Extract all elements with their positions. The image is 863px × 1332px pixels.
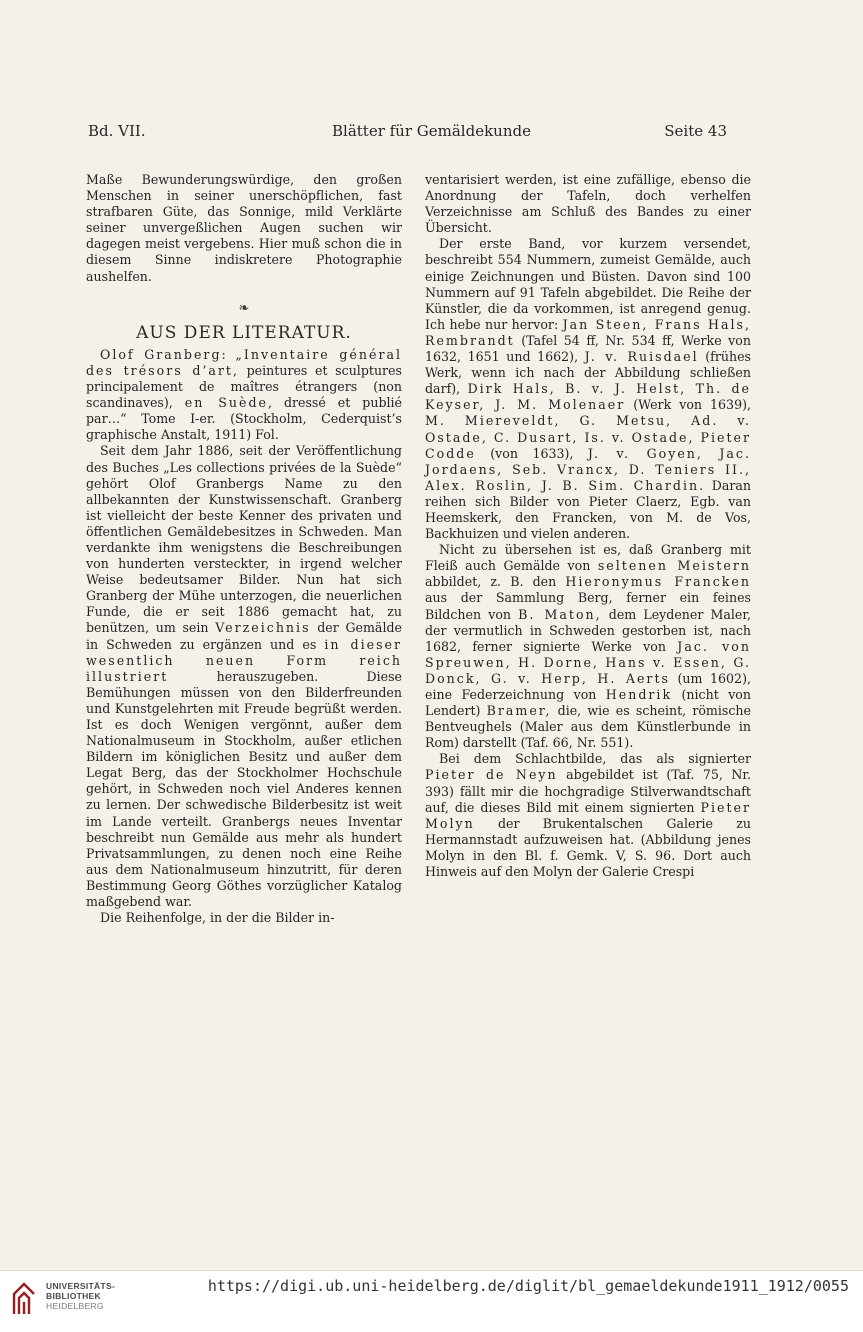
paragraph: Nicht zu übersehen ist es, daß Granberg mit Fleiß auch Gemälde von seltenen Meistern abbildet, z. B. den Hieronymus Francken aus der Sammlung Berg, ferner ein feines Bildchen von B. Maton, dem Leydener Maler, der vermutlich in Schweden gestorben ist, nach 1682, ferner signierte Werke von Jac. von Spreuwen, H. Dorne, Hans v. Essen, G. Donck, G. v. Herp, H. Aerts (um 1602), eine Federzeichnung von Hendrik (nicht von Lendert) Bramer, die, wie es scheint, römische Bentveughels (Maler aus dem Künstlerbunde in Rom) darstellt (Taf. 66, Nr. 551). bbox=[425, 542, 751, 751]
paragraph: Der erste Band, vor kurzem versendet, beschreibt 554 Nummern, zumeist Gemälde, auch einige Zeichnungen und Büsten. Davon sind 100 Nummern auf 91 Tafeln abgebildet. Die Reihe der Künstler, die da vorkommen, ist anregend genug. Ich hebe nur hervor: Jan Steen, Frans Hals, Rembrandt (Tafel 54 ff, Nr. 534 ff, Werke von 1632, 1651 und 1662), J. v. Ruisdael (frühes Werk, wenn ich nach der Abbildung schließen darf), Dirk Hals, B. v. J. Helst, Th. de Keyser, J. M. Molenaer (Werk von 1639), M. Miereveldt, G. Metsu, Ad. v. Ostade, C. Dusart, Is. v. Ostade, Pieter Codde (von 1633), J. v. Goyen, Jac. Jordaens, Seb. Vrancx, D. Teniers II., Alex. Roslin, J. B. Sim. Chardin. Daran reihen sich Bilder von Pieter Claerz, Egb. van Heemskerk, den Francken, von M. de Vos, Backhuizen und vielen anderen. bbox=[425, 236, 751, 542]
book-title: „Inventaire général des trésors d’art, bbox=[86, 346, 403, 378]
left-column bbox=[86, 172, 402, 926]
page-number: Seite 43 bbox=[664, 122, 727, 140]
running-head bbox=[0, 122, 863, 146]
volume-label: Bd. VII. bbox=[88, 122, 146, 140]
section-heading: AUS DER LITERATUR. bbox=[136, 322, 352, 343]
paragraph: Maße Bewunderungswürdige, den großen Menschen in seiner unerschöpflichen, fast strafbaren Güte, das Sonnige, mild Verklärte seiner unvergeßlichen Augen suchen wir dagegen meist vergebens. Hier muß schon die in diesem Sinne indiskretere Photographie aushelfen. bbox=[86, 172, 402, 284]
logo-line: BIBLIOTHEK bbox=[46, 1291, 101, 1301]
paragraph: Seit dem Jahr 1886, seit der Veröffentlichung des Buches „Les collections privées de la Suède“ gehört Olof Granbergs Name zu den allbekannten der Kunstwissenschaft. Granberg ist vielleicht der beste Kenner des privaten und öffentlichen Gemäldebesitzes in Schweden. Man verdankte ihm wenigstens die Beschreibungen von hunderten versteckter, in irgend welcher Weise bedeutsamer Bilder. Nun hat sich Granberg der Mühe unterzogen, die neuerlichen Funde, die er seit 1886 gemacht hat, zu benützen, um sein Verzeichnis der Gemälde in Schweden zu ergänzen und es in dieser wesentlich neuen Form reich illustriert herauszugeben. Diese Bemühungen müssen von den Bilderfreunden und Kunstgelehrten mit Freude begrüßt werden. Ist es doch Wenigen vergönnt, außer dem Nationalmuseum in Stockholm, außer etlichen Bildern im königlichen Besitz und außer dem Legat Berg, das der Stockholmer Hochschule gehört, in Schweden noch viel Anderes kennen zu lernen. Der schwedische Bilderbesitz ist weit im Lande verteilt. Granbergs neues Inventar beschreibt nun Gemälde aus mehr als hundert Privatsammlungen, zu denen noch eine Reihe aus dem Nationalmuseum hinzutritt, für deren Bestimmung Georg Göthes vorzüglicher Katalog maßgebend war. bbox=[86, 443, 403, 910]
right-column bbox=[425, 172, 751, 880]
university-library-logo-icon[interactable] bbox=[10, 1280, 38, 1318]
logo-line: UNIVERSITÄTS- bbox=[46, 1281, 116, 1291]
logo-line: HEIDELBERG bbox=[46, 1301, 104, 1311]
permalink-url[interactable]: https://digi.ub.uni-heidelberg.de/diglit/bl_gemaeldekunde1911_1912/0055 bbox=[207, 1277, 849, 1295]
author-name: Olof Granberg: bbox=[100, 346, 228, 362]
bibliographic-entry: Olof Granberg: „Inventaire général des trésors d’art, peintures et sculptures principalement de maîtres étrangers (non scandinaves), en Suède, dressé et publié par…“ Tome I-er. (Stockholm, Cederquist’s graphische Anstalt, 1911) Fol. bbox=[86, 346, 403, 443]
journal-title: Blätter für Gemäldekunde bbox=[332, 122, 531, 140]
paragraph: Bei dem Schlachtbilde, das als signierter Pieter de Neyn abgebildet ist (Taf. 75, Nr. 393) fällt mir die hochgradige Stilverwandtschaft auf, die dieses Bild mit einem signierten Pieter Molyn der Brukentalschen Galerie zu Hermannstadt aufzuweisen hat. (Abbildung jenes Molyn in den Bl. f. Gemk. V, S. 96. Dort auch Hinweis auf den Molyn der Galerie Crespi bbox=[425, 751, 751, 880]
paragraph: ventarisiert werden, ist eine zufällige, ebenso die Anordnung der Tafeln, doch verhelfen Verzeichnisse am Schluß des Bandes zu einer Übersicht. bbox=[425, 172, 751, 236]
library-name[interactable] bbox=[46, 1281, 115, 1311]
fleuron-icon: ❧ bbox=[238, 300, 250, 316]
paragraph: Die Reihenfolge, in der die Bilder in- bbox=[100, 910, 335, 926]
